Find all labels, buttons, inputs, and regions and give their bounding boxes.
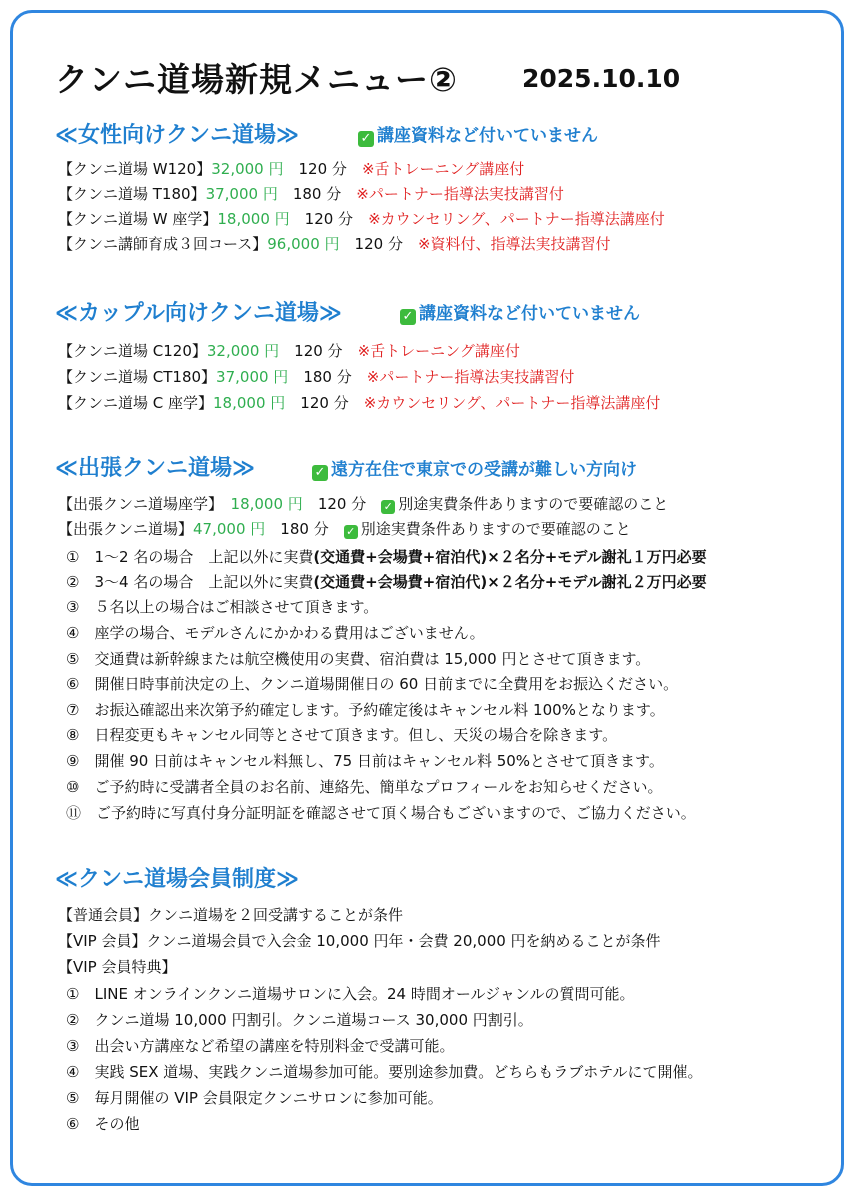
page-title: クンニ道場新規メニュー② bbox=[55, 60, 458, 99]
item-remark: ※資料付、指導法実技講習付 bbox=[417, 235, 611, 253]
couple-note-text: 講座資料など付いていません bbox=[419, 304, 640, 324]
travel-note-text: 遠方在住で東京での受講が難しい方向け bbox=[331, 460, 637, 480]
item-remark: ※カウンセリング、パートナー指導法講座付 bbox=[363, 394, 661, 412]
list-number: ⑩ bbox=[66, 778, 80, 796]
menu-item bbox=[58, 233, 611, 254]
perk-text: 出会い方講座など希望の講座を特別料金で受講可能。 bbox=[94, 1037, 455, 1055]
menu-item bbox=[58, 392, 660, 413]
item-remark: ※パートナー指導法実技講習付 bbox=[356, 185, 564, 203]
perk-text: LINE オンラインクンニ道場サロンに入会。24 時間オールジャンルの質問可能。 bbox=[94, 985, 635, 1003]
travel-note bbox=[312, 455, 637, 481]
condition-item bbox=[66, 776, 663, 797]
item-name: 【クンニ道場 T180】 bbox=[58, 185, 206, 203]
condition-text: 1～2 名の場合 上記以外に実費 bbox=[94, 548, 314, 566]
perk-text: 毎月開催の VIP 会員限定クンニサロンに参加可能。 bbox=[94, 1089, 443, 1107]
condition-text: 3～4 名の場合 上記以外に実費 bbox=[94, 573, 314, 591]
menu-item bbox=[58, 366, 574, 387]
list-number: ⑨ bbox=[66, 752, 80, 770]
item-name: 【クンニ道場 W120】 bbox=[58, 160, 212, 178]
menu-item bbox=[58, 493, 668, 514]
list-number: ⑦ bbox=[66, 701, 80, 719]
item-price: 37,000 円 bbox=[205, 185, 278, 203]
item-remark: ※舌トレーニング講座付 bbox=[357, 342, 520, 360]
travel-heading: ≪出張クンニ道場≫ bbox=[55, 456, 256, 481]
membership-line: 【VIP 会員特典】 bbox=[58, 958, 177, 976]
women-note-text: 講座資料など付いていません bbox=[377, 126, 598, 146]
couple-note bbox=[400, 299, 640, 325]
item-time: 180 分 bbox=[280, 520, 329, 538]
item-remark: ※カウンセリング、パートナー指導法講座付 bbox=[368, 210, 665, 228]
condition-tail: ×２名分+モデル謝礼１万円必要 bbox=[487, 548, 707, 566]
condition-item bbox=[66, 571, 707, 592]
membership-line: 【VIP 会員】クンニ道場会員で入会金 10,000 円年・会費 20,000 円を納めることが条件 bbox=[58, 932, 661, 950]
women-note bbox=[358, 121, 598, 147]
menu-item bbox=[58, 518, 631, 539]
list-number: ⑤ bbox=[66, 1089, 80, 1107]
perk-item bbox=[66, 1009, 533, 1030]
list-number: ② bbox=[66, 1011, 80, 1029]
membership-line: 【普通会員】クンニ道場を２回受講することが条件 bbox=[58, 906, 404, 924]
check-mark-icon: ✓ bbox=[312, 465, 328, 481]
condition-text: 座学の場合、モデルさんにかかわる費用はございません。 bbox=[94, 624, 485, 642]
item-remark: ※舌トレーニング講座付 bbox=[361, 160, 525, 178]
perk-text: その他 bbox=[94, 1115, 140, 1133]
item-time: 120 分 bbox=[300, 394, 349, 412]
item-time: 180 分 bbox=[303, 368, 352, 386]
item-name: 【クンニ道場 W 座学】 bbox=[58, 210, 218, 228]
condition-text: ご予約時に写真付身分証明証を確認させて頂く場合もございますので、ご協力ください。 bbox=[96, 804, 696, 822]
condition-item bbox=[66, 750, 664, 771]
condition-text: 開催 90 日前はキャンセル料無し、75 日前はキャンセル料 50%とさせて頂きます。 bbox=[94, 752, 664, 770]
women-heading: ≪女性向けクンニ道場≫ bbox=[55, 123, 300, 148]
item-remark: 別途実費条件ありますので要確認のこと bbox=[360, 520, 631, 538]
list-number: ② bbox=[66, 573, 80, 591]
list-number: ⑪ bbox=[66, 804, 82, 822]
item-name: 【出張クンニ道場】 bbox=[58, 520, 194, 538]
perk-item bbox=[66, 1113, 139, 1134]
item-price: 32,000 円 bbox=[211, 160, 284, 178]
item-name: 【クンニ道場 C120】 bbox=[58, 342, 207, 360]
condition-bold: (交通費+会場費+宿泊代) bbox=[313, 548, 488, 566]
list-number: ⑤ bbox=[66, 650, 80, 668]
date: 2025.10.10 bbox=[522, 64, 681, 93]
item-price: 37,000 円 bbox=[216, 368, 289, 386]
perk-item bbox=[66, 1087, 443, 1108]
item-price: 32,000 円 bbox=[206, 342, 280, 360]
check-mark-icon: ✓ bbox=[381, 500, 395, 514]
perk-item bbox=[66, 983, 634, 1004]
item-name: 【クンニ道場 CT180】 bbox=[58, 368, 217, 386]
condition-item bbox=[66, 802, 696, 823]
menu-item bbox=[58, 158, 524, 179]
condition-bold: (交通費+会場費+宿泊代) bbox=[313, 573, 488, 591]
list-number: ③ bbox=[66, 1037, 80, 1055]
item-name: 【クンニ道場 C 座学】 bbox=[58, 394, 214, 412]
condition-tail: ×２名分+モデル謝礼２万円必要 bbox=[487, 573, 707, 591]
condition-text: ご予約時に受講者全員のお名前、連絡先、簡単なプロフィールをお知らせください。 bbox=[94, 778, 663, 796]
condition-text: お振込確認出来次第予約確定します。予約確定後はキャンセル料 100%となります。 bbox=[94, 701, 665, 719]
item-price: 18,000 円 bbox=[213, 394, 286, 412]
list-number: ④ bbox=[66, 1063, 80, 1081]
item-time: 120 分 bbox=[304, 210, 354, 228]
condition-item bbox=[66, 622, 485, 643]
condition-text: 交通費は新幹線または航空機使用の実費、宿泊費は 15,000 円とさせて頂きます。 bbox=[94, 650, 651, 668]
item-time: 120 分 bbox=[294, 342, 343, 360]
menu-item bbox=[58, 340, 520, 361]
item-remark: ※パートナー指導法実技講習付 bbox=[366, 368, 575, 386]
condition-text: 日程変更もキャンセル同等とさせて頂きます。但し、天災の場合を除きます。 bbox=[94, 726, 618, 744]
item-remark: 別途実費条件ありますので要確認のこと bbox=[398, 495, 669, 513]
item-name: 【出張クンニ道場座学】 bbox=[58, 495, 216, 513]
condition-item bbox=[66, 699, 665, 720]
item-price: 18,000 円 bbox=[217, 210, 290, 228]
list-number: ③ bbox=[66, 598, 80, 616]
condition-item bbox=[66, 546, 707, 567]
item-price: 96,000 円 bbox=[267, 235, 340, 253]
list-number: ⑧ bbox=[66, 726, 80, 744]
check-mark-icon: ✓ bbox=[358, 131, 374, 147]
check-mark-icon: ✓ bbox=[344, 525, 358, 539]
item-time: 180 分 bbox=[292, 185, 342, 203]
condition-item bbox=[66, 673, 678, 694]
item-time: 120 分 bbox=[298, 160, 347, 178]
perk-text: クンニ道場 10,000 円割引。クンニ道場コース 30,000 円割引。 bbox=[94, 1011, 533, 1029]
condition-item bbox=[66, 724, 617, 745]
item-price: 47,000 円 bbox=[193, 520, 266, 538]
condition-item bbox=[66, 648, 650, 669]
perk-item bbox=[66, 1035, 454, 1056]
list-number: ① bbox=[66, 548, 80, 566]
check-mark-icon: ✓ bbox=[400, 309, 416, 325]
item-time: 120 分 bbox=[317, 495, 367, 513]
perk-text: 実践 SEX 道場、実践クンニ道場参加可能。要別途参加費。どちらもラブホテルにて開催。 bbox=[94, 1063, 703, 1081]
list-number: ④ bbox=[66, 624, 80, 642]
list-number: ① bbox=[66, 985, 80, 1003]
item-name: 【クンニ講師育成３回コース】 bbox=[58, 235, 268, 253]
membership-heading: ≪クンニ道場会員制度≫ bbox=[55, 867, 300, 892]
menu-item bbox=[58, 183, 564, 204]
condition-text: ５名以上の場合はご相談させて頂きます。 bbox=[94, 598, 379, 616]
couple-heading: ≪カップル向けクンニ道場≫ bbox=[55, 301, 342, 326]
list-number: ⑥ bbox=[66, 675, 80, 693]
condition-text: 開催日時事前決定の上、クンニ道場開催日の 60 日前までに全費用をお振込ください。 bbox=[94, 675, 679, 693]
item-time: 120 分 bbox=[354, 235, 403, 253]
item-price: 18,000 円 bbox=[230, 495, 303, 513]
condition-item bbox=[66, 596, 378, 617]
menu-item bbox=[58, 208, 665, 229]
list-number: ⑥ bbox=[66, 1115, 80, 1133]
perk-item bbox=[66, 1061, 703, 1082]
